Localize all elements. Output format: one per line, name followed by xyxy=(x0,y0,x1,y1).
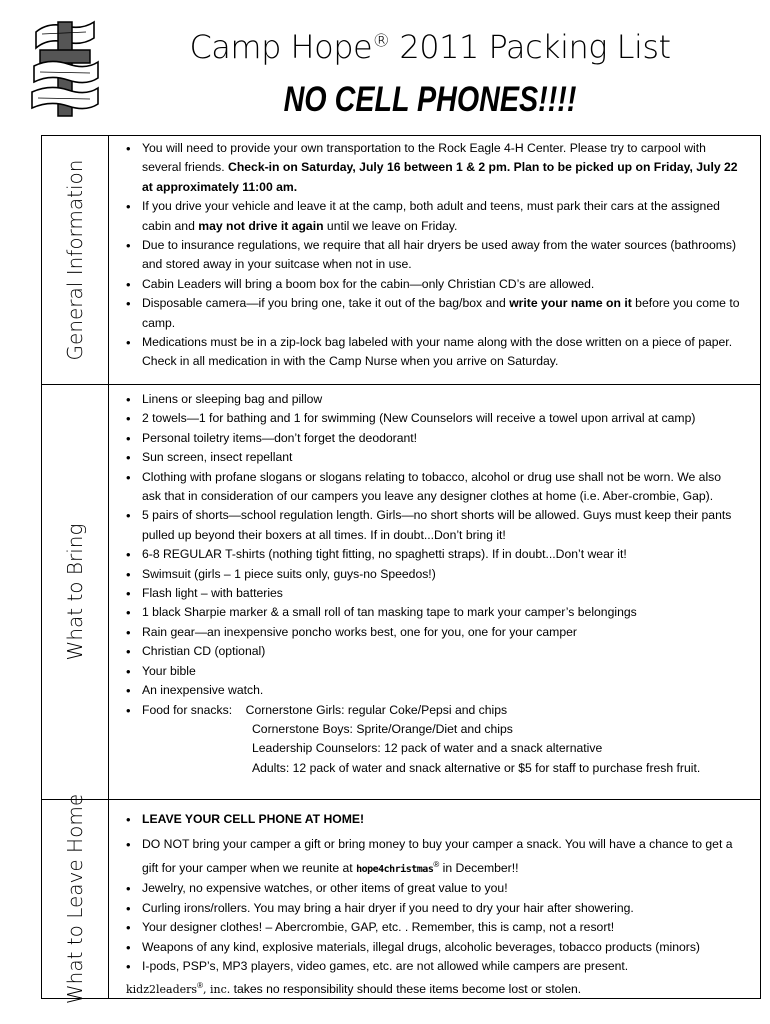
list-item: • Jewelry, no expensive watches, or other items of great value to you! xyxy=(108,879,740,898)
what-to-leave-home-list xyxy=(108,810,760,1000)
snacks-label: Food for snacks: xyxy=(142,702,233,717)
section-label: What to Bring xyxy=(63,523,87,661)
list-item: • Clothing with profane slogans or slogans relating to tobacco, alcohol or drug use shall not be worn. We also ask that in consideration of our campers you leave any designer clothes at home (i.e. Aber-crombie, Gap). xyxy=(108,468,740,507)
list-item: • 6-8 REGULAR T-shirts (nothing tight fitting, no spaghetti straps). If in doubt...Don’t wear it! xyxy=(108,545,740,564)
section-label-cell xyxy=(42,793,109,1005)
section-label-cell xyxy=(42,136,109,384)
list-item: • If you drive your vehicle and leave it at the camp, both adult and teens, must park their cars at the assigned cabin and may not drive it again until we leave on Friday. xyxy=(108,197,740,236)
snack-line: Adults: 12 pack of water and snack alternative or $5 for staff to purchase fresh fruit. xyxy=(252,760,701,775)
list-item: • Sun screen, insect repellant xyxy=(108,448,740,467)
page-title: Camp Hope® 2011 Packing List xyxy=(189,28,671,66)
list-item: • Curling irons/rollers. You may bring a hair dryer if you need to dry your hair after showering. xyxy=(108,899,740,918)
general-information-section xyxy=(41,135,761,385)
general-information-list xyxy=(108,139,760,372)
what-to-bring-list xyxy=(108,390,760,778)
section-label-cell xyxy=(42,385,109,799)
list-item: • You will need to provide your own transportation to the Rock Eagle 4-H Center. Please try to carpool with several friends. Check-in on Saturday, July 16 between 1 & 2 pm. Plan to be picked up on Friday, July 22 at approximately 11:00 am. xyxy=(108,139,740,197)
list-item: • Linens or sleeping bag and pillow xyxy=(108,390,740,409)
no-cell-phones-heading: NO CELL PHONES!!!! xyxy=(283,80,577,119)
list-item: • Swimsuit (girls – 1 piece suits only, guys-no Speedos!) xyxy=(108,565,740,584)
list-item: • Weapons of any kind, explosive materials, illegal drugs, alcoholic beverages, tobacco products (minors) xyxy=(108,938,740,957)
list-item: • DO NOT bring your camper a gift or bring money to buy your camper a snack. You will have a chance to get a gift for your camper when we reunite at hope4christmas® in December!! xyxy=(108,835,740,879)
list-item: • Flash light – with batteries xyxy=(108,584,740,603)
list-item: • Your bible xyxy=(108,662,740,681)
list-item: • Personal toiletry items—don’t forget the deodorant! xyxy=(108,429,740,448)
list-item: • Medications must be in a zip-lock bag labeled with your name along with the dose written on a piece of paper. Check in all medication in with the Camp Nurse when you arrive on Saturday. xyxy=(108,333,740,372)
list-item: • 5 pairs of shorts—school regulation length. Girls—no short shorts will be allowed. Guys must keep their pants pulled up beyond their boxers at all times. If in doubt...Don’t bring it! xyxy=(108,506,740,545)
list-item: • Your designer clothes! – Abercrombie, GAP, etc. . Remember, this is camp, not a resort! xyxy=(108,918,740,937)
list-item: • Due to insurance regulations, we require that all hair dryers be used away from the water sources (bathrooms) and stored away in your suitcase when not in use. xyxy=(108,236,740,275)
snacks-list-item xyxy=(108,701,740,779)
section-label: What to Leave Home xyxy=(63,793,87,1005)
list-item: • LEAVE YOUR CELL PHONE AT HOME! xyxy=(108,810,740,829)
list-item-continuation: kidz2leaders®, inc. takes no responsibility should these items become lost or stolen. xyxy=(126,981,582,997)
list-item: • 2 towels—1 for bathing and 1 for swimming (New Counselors will receive a towel upon arrival at camp) xyxy=(108,409,740,428)
list-item: • Christian CD (optional) xyxy=(108,642,740,661)
snack-line: Leadership Counselors: 12 pack of water and a snack alternative xyxy=(252,741,603,756)
list-item: • Cabin Leaders will bring a boom box for the cabin—only Christian CD’s are allowed. xyxy=(108,275,740,294)
camp-hope-cross-logo xyxy=(28,18,102,122)
what-to-bring-section xyxy=(41,384,761,800)
list-item: • Disposable camera—if you bring one, take it out of the bag/box and write your name on it before you come to camp. xyxy=(108,294,740,333)
snack-line: Cornerstone Boys: Sprite/Orange/Diet and chips xyxy=(252,721,513,736)
section-label: General Information xyxy=(63,159,87,361)
snack-line: Cornerstone Girls: regular Coke/Pepsi and chips xyxy=(245,702,508,717)
list-item: • I-pods, PSP’s, MP3 players, video games, etc. are not allowed while campers are present. xyxy=(108,957,740,976)
list-item: • 1 black Sharpie marker & a small roll of tan masking tape to mark your camper’s belongings xyxy=(108,603,740,622)
what-to-leave-home-section xyxy=(41,793,761,1005)
list-item: • An inexpensive watch. xyxy=(108,681,740,700)
list-item: • Rain gear—an inexpensive poncho works best, one for you, one for your camper xyxy=(108,623,740,642)
